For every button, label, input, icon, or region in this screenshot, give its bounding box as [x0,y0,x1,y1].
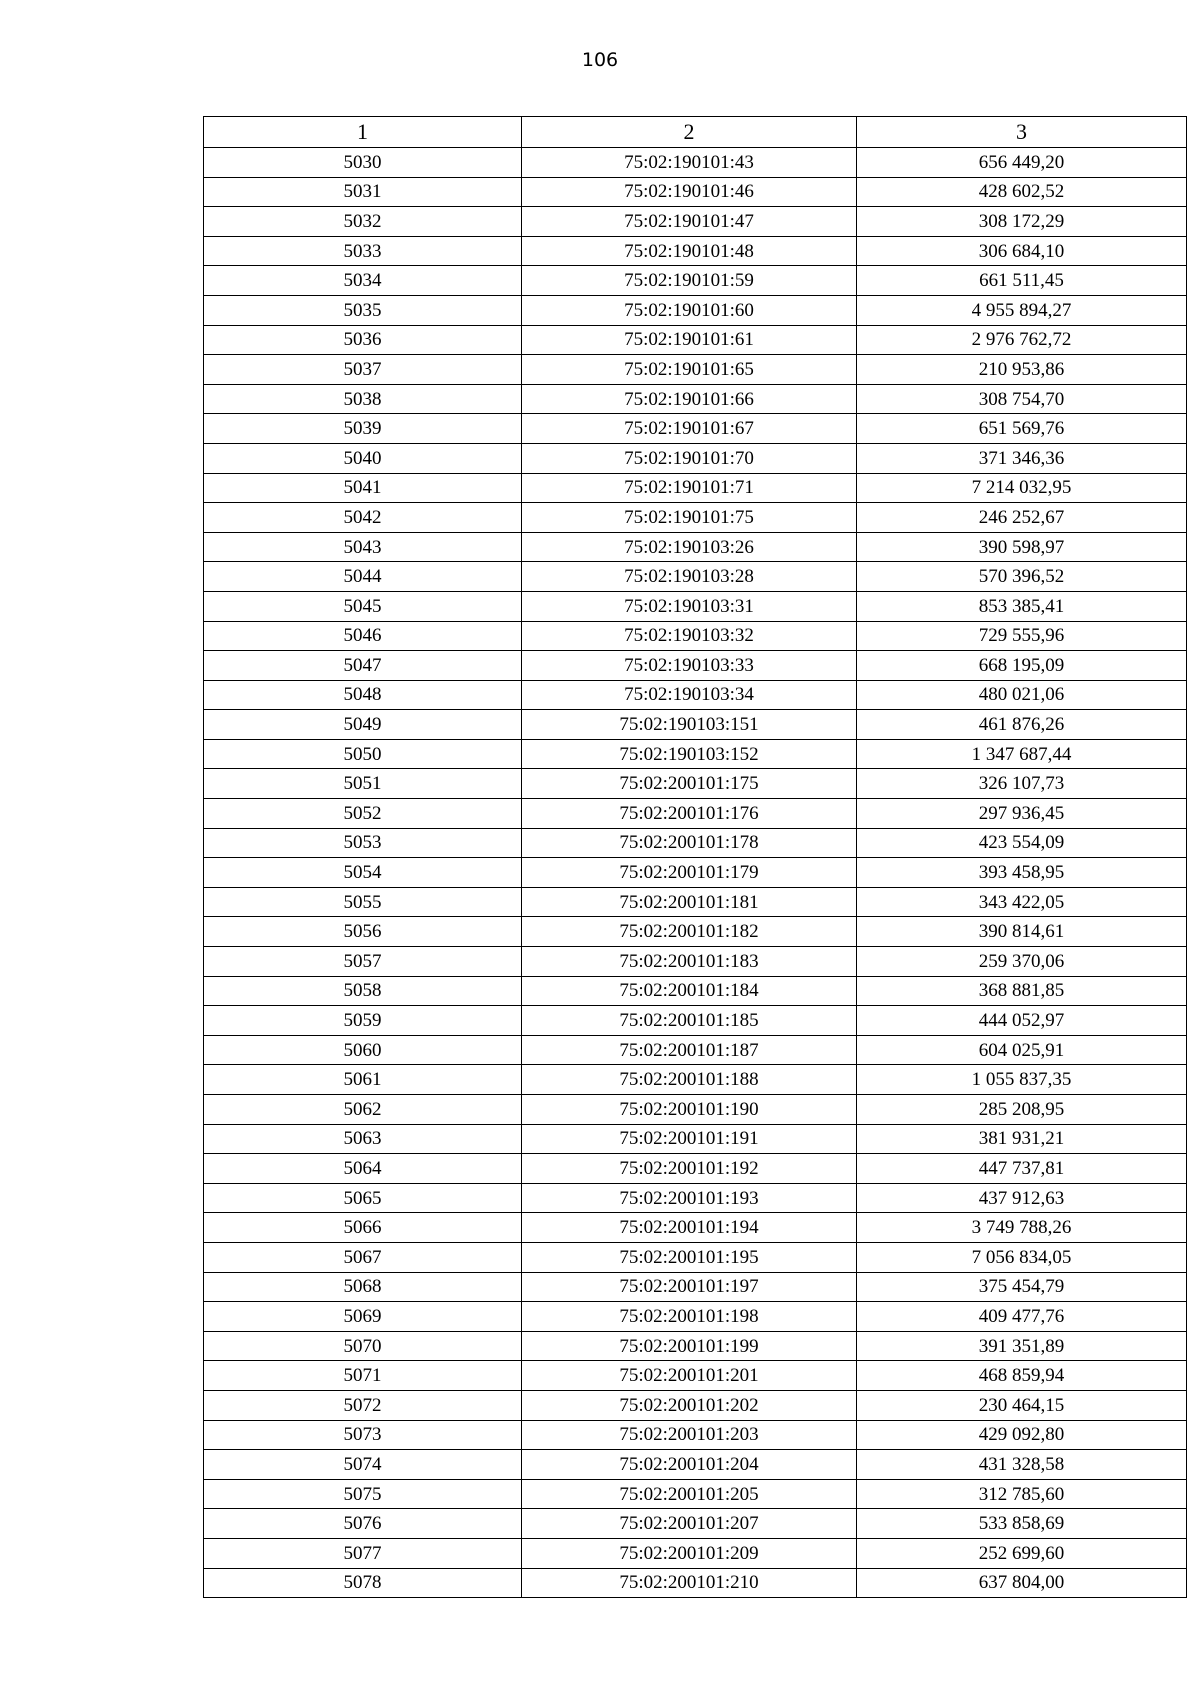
value-cell: 259 370,06 [857,947,1187,977]
cadastral-number-cell: 75:02:200101:182 [522,917,857,947]
cadastral-number-cell: 75:02:200101:209 [522,1538,857,1568]
row-number-cell: 5070 [204,1331,522,1361]
row-number-cell: 5040 [204,443,522,473]
row-number-cell: 5047 [204,651,522,681]
row-number-cell: 5037 [204,355,522,385]
cadastral-number-cell: 75:02:200101:176 [522,799,857,829]
table-row [204,207,1187,237]
cadastral-number-cell: 75:02:200101:187 [522,1035,857,1065]
row-number-cell: 5067 [204,1242,522,1272]
row-number-cell: 5035 [204,295,522,325]
row-number-cell: 5042 [204,503,522,533]
value-cell: 533 858,69 [857,1509,1187,1539]
cadastral-number-cell: 75:02:200101:192 [522,1154,857,1184]
row-number-cell: 5061 [204,1065,522,1095]
table-row [204,1213,1187,1243]
cadastral-number-cell: 75:02:200101:191 [522,1124,857,1154]
table-row [204,1095,1187,1125]
value-cell: 7 056 834,05 [857,1242,1187,1272]
row-number-cell: 5041 [204,473,522,503]
row-number-cell: 5078 [204,1568,522,1598]
table-row [204,148,1187,178]
value-cell: 368 881,85 [857,976,1187,1006]
row-number-cell: 5051 [204,769,522,799]
cadastral-number-cell: 75:02:200101:193 [522,1183,857,1213]
table-row [204,532,1187,562]
table-row [204,562,1187,592]
value-cell: 423 554,09 [857,828,1187,858]
cadastral-number-cell: 75:02:200101:205 [522,1479,857,1509]
value-cell: 668 195,09 [857,651,1187,681]
value-cell: 375 454,79 [857,1272,1187,1302]
value-cell: 7 214 032,95 [857,473,1187,503]
page-number: 106 [581,49,619,71]
cadastral-number-cell: 75:02:200101:181 [522,887,857,917]
cadastral-number-cell: 75:02:200101:199 [522,1331,857,1361]
table-row [204,1331,1187,1361]
row-number-cell: 5062 [204,1095,522,1125]
row-number-cell: 5036 [204,325,522,355]
row-number-cell: 5076 [204,1509,522,1539]
cadastral-number-cell: 75:02:190101:60 [522,295,857,325]
row-number-cell: 5060 [204,1035,522,1065]
table-row [204,858,1187,888]
cadastral-number-cell: 75:02:200101:190 [522,1095,857,1125]
row-number-cell: 5072 [204,1390,522,1420]
table-row [204,1361,1187,1391]
data-table [203,116,1187,1598]
column-header-2: 2 [522,117,857,148]
row-number-cell: 5065 [204,1183,522,1213]
row-number-cell: 5068 [204,1272,522,1302]
table-row [204,1124,1187,1154]
row-number-cell: 5033 [204,236,522,266]
cadastral-number-cell: 75:02:200101:207 [522,1509,857,1539]
value-cell: 437 912,63 [857,1183,1187,1213]
cadastral-number-cell: 75:02:190103:32 [522,621,857,651]
cadastral-number-cell: 75:02:190101:48 [522,236,857,266]
column-header-1: 1 [204,117,522,148]
value-cell: 390 814,61 [857,917,1187,947]
cadastral-number-cell: 75:02:190101:43 [522,148,857,178]
cadastral-number-cell: 75:02:200101:197 [522,1272,857,1302]
value-cell: 371 346,36 [857,443,1187,473]
table-row [204,414,1187,444]
table-row [204,799,1187,829]
table-row [204,1183,1187,1213]
row-number-cell: 5071 [204,1361,522,1391]
row-number-cell: 5064 [204,1154,522,1184]
value-cell: 651 569,76 [857,414,1187,444]
value-cell: 308 754,70 [857,384,1187,414]
cadastral-number-cell: 75:02:200101:204 [522,1450,857,1480]
value-cell: 2 976 762,72 [857,325,1187,355]
value-cell: 246 252,67 [857,503,1187,533]
cadastral-number-cell: 75:02:200101:178 [522,828,857,858]
table-row [204,680,1187,710]
table-row [204,384,1187,414]
table-row [204,1154,1187,1184]
row-number-cell: 5034 [204,266,522,296]
value-cell: 637 804,00 [857,1568,1187,1598]
table-row [204,295,1187,325]
table-row [204,739,1187,769]
value-cell: 230 464,15 [857,1390,1187,1420]
row-number-cell: 5073 [204,1420,522,1450]
table-row [204,651,1187,681]
table-row [204,1538,1187,1568]
value-cell: 297 936,45 [857,799,1187,829]
cadastral-number-cell: 75:02:190103:33 [522,651,857,681]
cadastral-number-cell: 75:02:200101:179 [522,858,857,888]
table-row [204,621,1187,651]
table-row [204,1568,1187,1598]
value-cell: 1 347 687,44 [857,739,1187,769]
row-number-cell: 5052 [204,799,522,829]
value-cell: 429 092,80 [857,1420,1187,1450]
cadastral-number-cell: 75:02:200101:175 [522,769,857,799]
table-row [204,503,1187,533]
cadastral-number-cell: 75:02:190103:26 [522,532,857,562]
row-number-cell: 5045 [204,591,522,621]
table-row [204,355,1187,385]
value-cell: 252 699,60 [857,1538,1187,1568]
value-cell: 393 458,95 [857,858,1187,888]
row-number-cell: 5044 [204,562,522,592]
value-cell: 1 055 837,35 [857,1065,1187,1095]
value-cell: 285 208,95 [857,1095,1187,1125]
row-number-cell: 5057 [204,947,522,977]
table-row [204,1242,1187,1272]
value-cell: 4 955 894,27 [857,295,1187,325]
value-cell: 343 422,05 [857,887,1187,917]
row-number-cell: 5063 [204,1124,522,1154]
table-row [204,1035,1187,1065]
row-number-cell: 5031 [204,177,522,207]
row-number-cell: 5077 [204,1538,522,1568]
table-row [204,591,1187,621]
row-number-cell: 5069 [204,1302,522,1332]
value-cell: 656 449,20 [857,148,1187,178]
value-cell: 428 602,52 [857,177,1187,207]
cadastral-number-cell: 75:02:190103:151 [522,710,857,740]
cadastral-number-cell: 75:02:200101:183 [522,947,857,977]
value-cell: 853 385,41 [857,591,1187,621]
table-row [204,1420,1187,1450]
table-row [204,177,1187,207]
row-number-cell: 5046 [204,621,522,651]
value-cell: 729 555,96 [857,621,1187,651]
value-cell: 390 598,97 [857,532,1187,562]
value-cell: 391 351,89 [857,1331,1187,1361]
cadastral-number-cell: 75:02:200101:188 [522,1065,857,1095]
cadastral-number-cell: 75:02:190101:67 [522,414,857,444]
table-row [204,443,1187,473]
row-number-cell: 5050 [204,739,522,769]
cadastral-number-cell: 75:02:190103:152 [522,739,857,769]
value-cell: 306 684,10 [857,236,1187,266]
value-cell: 210 953,86 [857,355,1187,385]
value-cell: 381 931,21 [857,1124,1187,1154]
value-cell: 468 859,94 [857,1361,1187,1391]
value-cell: 444 052,97 [857,1006,1187,1036]
cadastral-number-cell: 75:02:200101:210 [522,1568,857,1598]
table-row [204,1272,1187,1302]
value-cell: 312 785,60 [857,1479,1187,1509]
value-cell: 604 025,91 [857,1035,1187,1065]
row-number-cell: 5074 [204,1450,522,1480]
cadastral-number-cell: 75:02:190101:46 [522,177,857,207]
row-number-cell: 5054 [204,858,522,888]
cadastral-number-cell: 75:02:200101:202 [522,1390,857,1420]
row-number-cell: 5043 [204,532,522,562]
row-number-cell: 5049 [204,710,522,740]
cadastral-number-cell: 75:02:190101:66 [522,384,857,414]
row-number-cell: 5055 [204,887,522,917]
row-number-cell: 5038 [204,384,522,414]
cadastral-number-cell: 75:02:190101:71 [522,473,857,503]
cadastral-number-cell: 75:02:200101:198 [522,1302,857,1332]
cadastral-number-cell: 75:02:190101:61 [522,325,857,355]
table-row [204,325,1187,355]
value-cell: 3 749 788,26 [857,1213,1187,1243]
row-number-cell: 5032 [204,207,522,237]
cadastral-number-cell: 75:02:190103:31 [522,591,857,621]
table-row [204,1006,1187,1036]
row-number-cell: 5039 [204,414,522,444]
value-cell: 461 876,26 [857,710,1187,740]
table-row [204,976,1187,1006]
row-number-cell: 5048 [204,680,522,710]
row-number-cell: 5066 [204,1213,522,1243]
cadastral-number-cell: 75:02:200101:185 [522,1006,857,1036]
row-number-cell: 5053 [204,828,522,858]
row-number-cell: 5056 [204,917,522,947]
value-cell: 570 396,52 [857,562,1187,592]
cadastral-number-cell: 75:02:200101:195 [522,1242,857,1272]
table-row [204,1390,1187,1420]
value-cell: 308 172,29 [857,207,1187,237]
cadastral-number-cell: 75:02:200101:201 [522,1361,857,1391]
row-number-cell: 5058 [204,976,522,1006]
cadastral-number-cell: 75:02:200101:203 [522,1420,857,1450]
table-row [204,917,1187,947]
cadastral-number-cell: 75:02:190103:28 [522,562,857,592]
table-row [204,1479,1187,1509]
value-cell: 409 477,76 [857,1302,1187,1332]
table-row [204,1450,1187,1480]
cadastral-number-cell: 75:02:190101:59 [522,266,857,296]
row-number-cell: 5030 [204,148,522,178]
value-cell: 431 328,58 [857,1450,1187,1480]
value-cell: 480 021,06 [857,680,1187,710]
value-cell: 661 511,45 [857,266,1187,296]
cadastral-number-cell: 75:02:200101:194 [522,1213,857,1243]
table-row [204,473,1187,503]
table-row [204,236,1187,266]
table-row [204,1302,1187,1332]
row-number-cell: 5075 [204,1479,522,1509]
table-header-row [204,117,1187,148]
cadastral-number-cell: 75:02:190101:75 [522,503,857,533]
table-row [204,266,1187,296]
cadastral-number-cell: 75:02:190101:47 [522,207,857,237]
cadastral-number-cell: 75:02:190103:34 [522,680,857,710]
column-header-3: 3 [857,117,1187,148]
cadastral-number-cell: 75:02:200101:184 [522,976,857,1006]
table-row [204,710,1187,740]
row-number-cell: 5059 [204,1006,522,1036]
value-cell: 447 737,81 [857,1154,1187,1184]
table-row [204,1509,1187,1539]
value-cell: 326 107,73 [857,769,1187,799]
table-row [204,887,1187,917]
cadastral-number-cell: 75:02:190101:70 [522,443,857,473]
table-row [204,947,1187,977]
table-row [204,1065,1187,1095]
table-row [204,769,1187,799]
cadastral-number-cell: 75:02:190101:65 [522,355,857,385]
table-row [204,828,1187,858]
table-body [204,148,1187,1598]
